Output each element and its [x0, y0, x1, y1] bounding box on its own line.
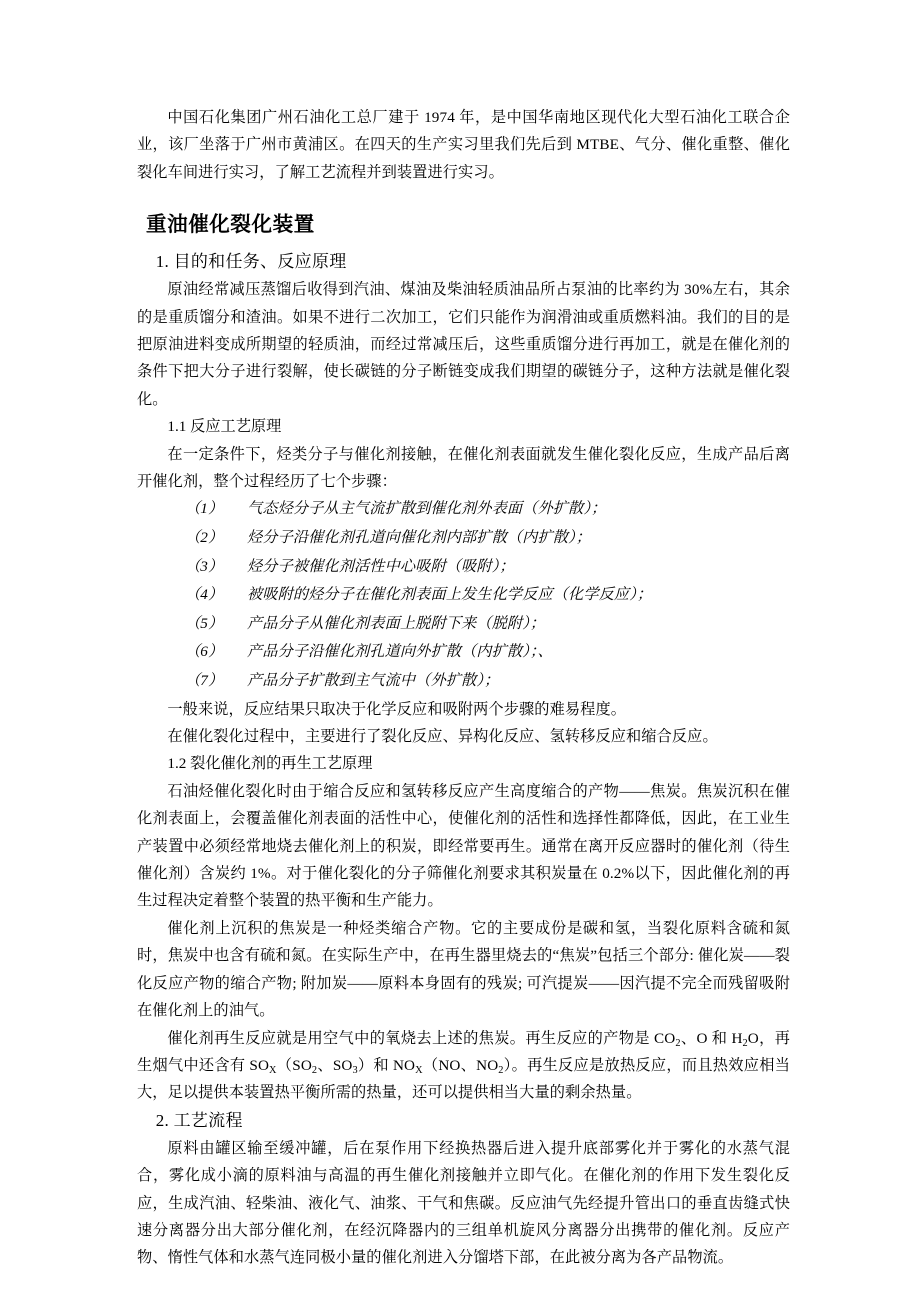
document-body — [137, 104, 790, 1272]
subsection-1-2-heading: 1.2 裂化催化剂的再生工艺原理 — [167, 755, 373, 773]
list-item-number: （2） — [185, 529, 224, 547]
intro-paragraph: 中国石化集团广州石油化工总厂建于 1974 年，是中国华南地区现代化大型石油化工联合企业，该厂坐落于广州市黄浦区。在四天的生产实习里我们先后到 MTBE、气分、催化重整、催化裂化车间进行实习，了解工艺流程并到装置进行实习。 — [137, 109, 790, 181]
list-item-number: （4） — [185, 586, 224, 604]
list-item — [137, 524, 790, 553]
formula-sox: $SO_X$ — [249, 1056, 277, 1076]
section-2-paragraph: 原料由罐区输至缓冲罐，后在泵作用下经换热器后进入提升底部雾化并于雾化的水蒸气混合，雾化成小滴的原料油与高温的再生催化剂接触并立即气化。在催化剂的作用下发生裂化反应，生成汽油、轻柴油、液化气、油浆、干气和焦碳。反应油气先经提升管出口的垂直齿缝式快速分离器分出大部分催化剂，在经沉降器内的三组单机旋风分离器分出携带的催化剂。反应产物、惰性气体和水蒸气连同极小量的催化剂进入分馏塔下部，在此被分离为各产品物流。 — [137, 1139, 790, 1267]
section-2-heading: 2. 工艺流程 — [155, 1110, 243, 1130]
list-item-label: 气态烃分子从主气流扩散到催化剂外表面（外扩散）； — [247, 500, 607, 518]
subsection-1-2-paragraph-1: 石油烃催化裂化时由于缩合反应和氢转移反应产生高度缩合的产物——焦炭。焦炭沉积在催化剂表面上，会覆盖催化剂表面的活性中心，使催化剂的活性和选择性都降低，因此，在工业生产装置中必须经常地烧去催化剂上的积炭，即经常要再生。通常在离开反应器时的催化剂（待生催化剂）含炭约 1%。对于催化裂化的分子筛催化剂要求其积炭量在 0.2%以下，因此催化剂的再生过程决定着整个装置的热平衡和生产能力。 — [137, 782, 790, 910]
list-item — [137, 610, 790, 639]
list-item-number: （3） — [185, 557, 224, 575]
formula-so3: $SO_3$ — [332, 1056, 358, 1076]
formula-no: NO — [438, 1056, 461, 1074]
list-item — [137, 581, 790, 610]
subsection-1-1-intro: 在一定条件下，烃类分子与催化剂接触，在催化剂表面就发生催化裂化反应，生成产品后离开催化剂，整个过程经历了七个步骤： — [137, 445, 790, 491]
list-item — [137, 667, 790, 696]
formula-so2: $SO_2$ — [292, 1056, 318, 1076]
list-item-number: （7） — [185, 672, 224, 690]
subscript: 3 — [352, 1064, 358, 1076]
subscript: X — [415, 1064, 423, 1076]
subscript: 2 — [311, 1064, 318, 1076]
list-item-label: 产品分子沿催化剂孔道向外扩散（内扩散）；、 — [247, 643, 553, 661]
list-item — [137, 495, 790, 524]
regeneration-text-b: ，再生烟气中还含有 — [137, 1029, 791, 1074]
page-title: 重油催化裂化装置 — [146, 214, 315, 237]
regeneration-text-a: 催化剂再生反应就是用空气中的氧烧去上述的焦炭。再生反应的产物是 — [167, 1029, 655, 1047]
regeneration-text-c: 。再生反应是放热反应，而且热效应相当大，足以提供本装置热平衡所需的热量，还可以提供相当大量的剩余热量。 — [137, 1056, 790, 1102]
list-item-number: （5） — [185, 614, 224, 632]
subsection-1-2-paragraph-2: 催化剂上沉积的焦炭是一种烃类缩合产物。它的主要成份是碳和氢，当裂化原料含硫和氮时，焦炭中也含有硫和氮。在实际生产中，在再生器里烧去的“焦炭”包括三个部分: 催化炭——裂化反应产物的缩合产物; 附加炭——原料本身固有的残炭; 可汽提炭——因汽提不完全而残留吸附在催化剂上的油气。 — [137, 919, 790, 1020]
section-1-paragraph: 原油经常减压蒸馏后收得到汽油、煤油及柴油轻质油品所占泵油的比率约为 30%左右，其余的是重质馏分和渣油。如果不进行二次加工，它们只能作为润滑油或重质燃料油。我们的目的是把原油进料变成所期望的轻质油，而经过常减压后，这些重质馏分进行再加工，就是在催化剂的条件下把大分子进行裂解，使长碳链的分子断链变成我们期望的碳链分子，这种方法就是催化裂化。 — [137, 281, 790, 408]
list-item — [137, 638, 790, 667]
formula-nox: $NO_X$ — [392, 1056, 423, 1076]
list-item — [137, 553, 790, 582]
subscript: 2 — [498, 1064, 504, 1076]
subscript: 2 — [742, 1037, 748, 1049]
reaction-step-list — [137, 495, 790, 695]
subsection-1-1-summary-1: 一般来说，反应结果只取决于化学反应和吸附两个步骤的难易程度。 — [167, 700, 627, 718]
formula-co2: $CO_2$ — [654, 1029, 681, 1049]
list-item-number: （1） — [185, 500, 224, 518]
section-1-heading: 1. 目的和任务、反应原理 — [155, 252, 347, 272]
subscript: 2 — [675, 1037, 681, 1049]
list-item-label: 烃分子沿催化剂孔道向催化剂内部扩散（内扩散）； — [247, 529, 592, 547]
subsection-1-1-heading: 1.1 反应工艺原理 — [167, 418, 282, 436]
subsection-1-2-paragraph-3: 催化剂再生反应就是用空气中的氧烧去上述的焦炭。再生反应的产物是 $CO_2$、O 和 $H_2O$，再生烟气中还含有 $SO_X(SO_2$、$SO_3$）和 $NO_X(NO$、$NO_2$）。再生反应是放热反应，而且热效应相当大，足以提供本装置热平衡所需的热量，还可以提供相当大量的剩余热量。 — [137, 1029, 791, 1102]
formula-h2o: $H_2O$ — [731, 1029, 759, 1049]
formula-no2: $NO_2$ — [476, 1056, 504, 1076]
formula-oxygen: O — [696, 1029, 708, 1047]
list-item-label: 产品分子扩散到主气流中（外扩散）； — [247, 672, 500, 690]
list-item-label: 产品分子从催化剂表面上脱附下来（脱附）； — [247, 614, 546, 632]
subscript: X — [269, 1064, 277, 1076]
subsection-1-1-summary-2: 在催化裂化过程中，主要进行了裂化反应、异构化反应、氢转移反应和缩合反应。 — [167, 728, 718, 746]
list-item-label: 烃分子被催化剂活性中心吸附（吸附）； — [247, 557, 515, 575]
list-item-number: （6） — [185, 643, 224, 661]
list-item-label: 被吸附的烃分子在催化剂表面上发生化学反应（化学反应）； — [247, 586, 653, 604]
